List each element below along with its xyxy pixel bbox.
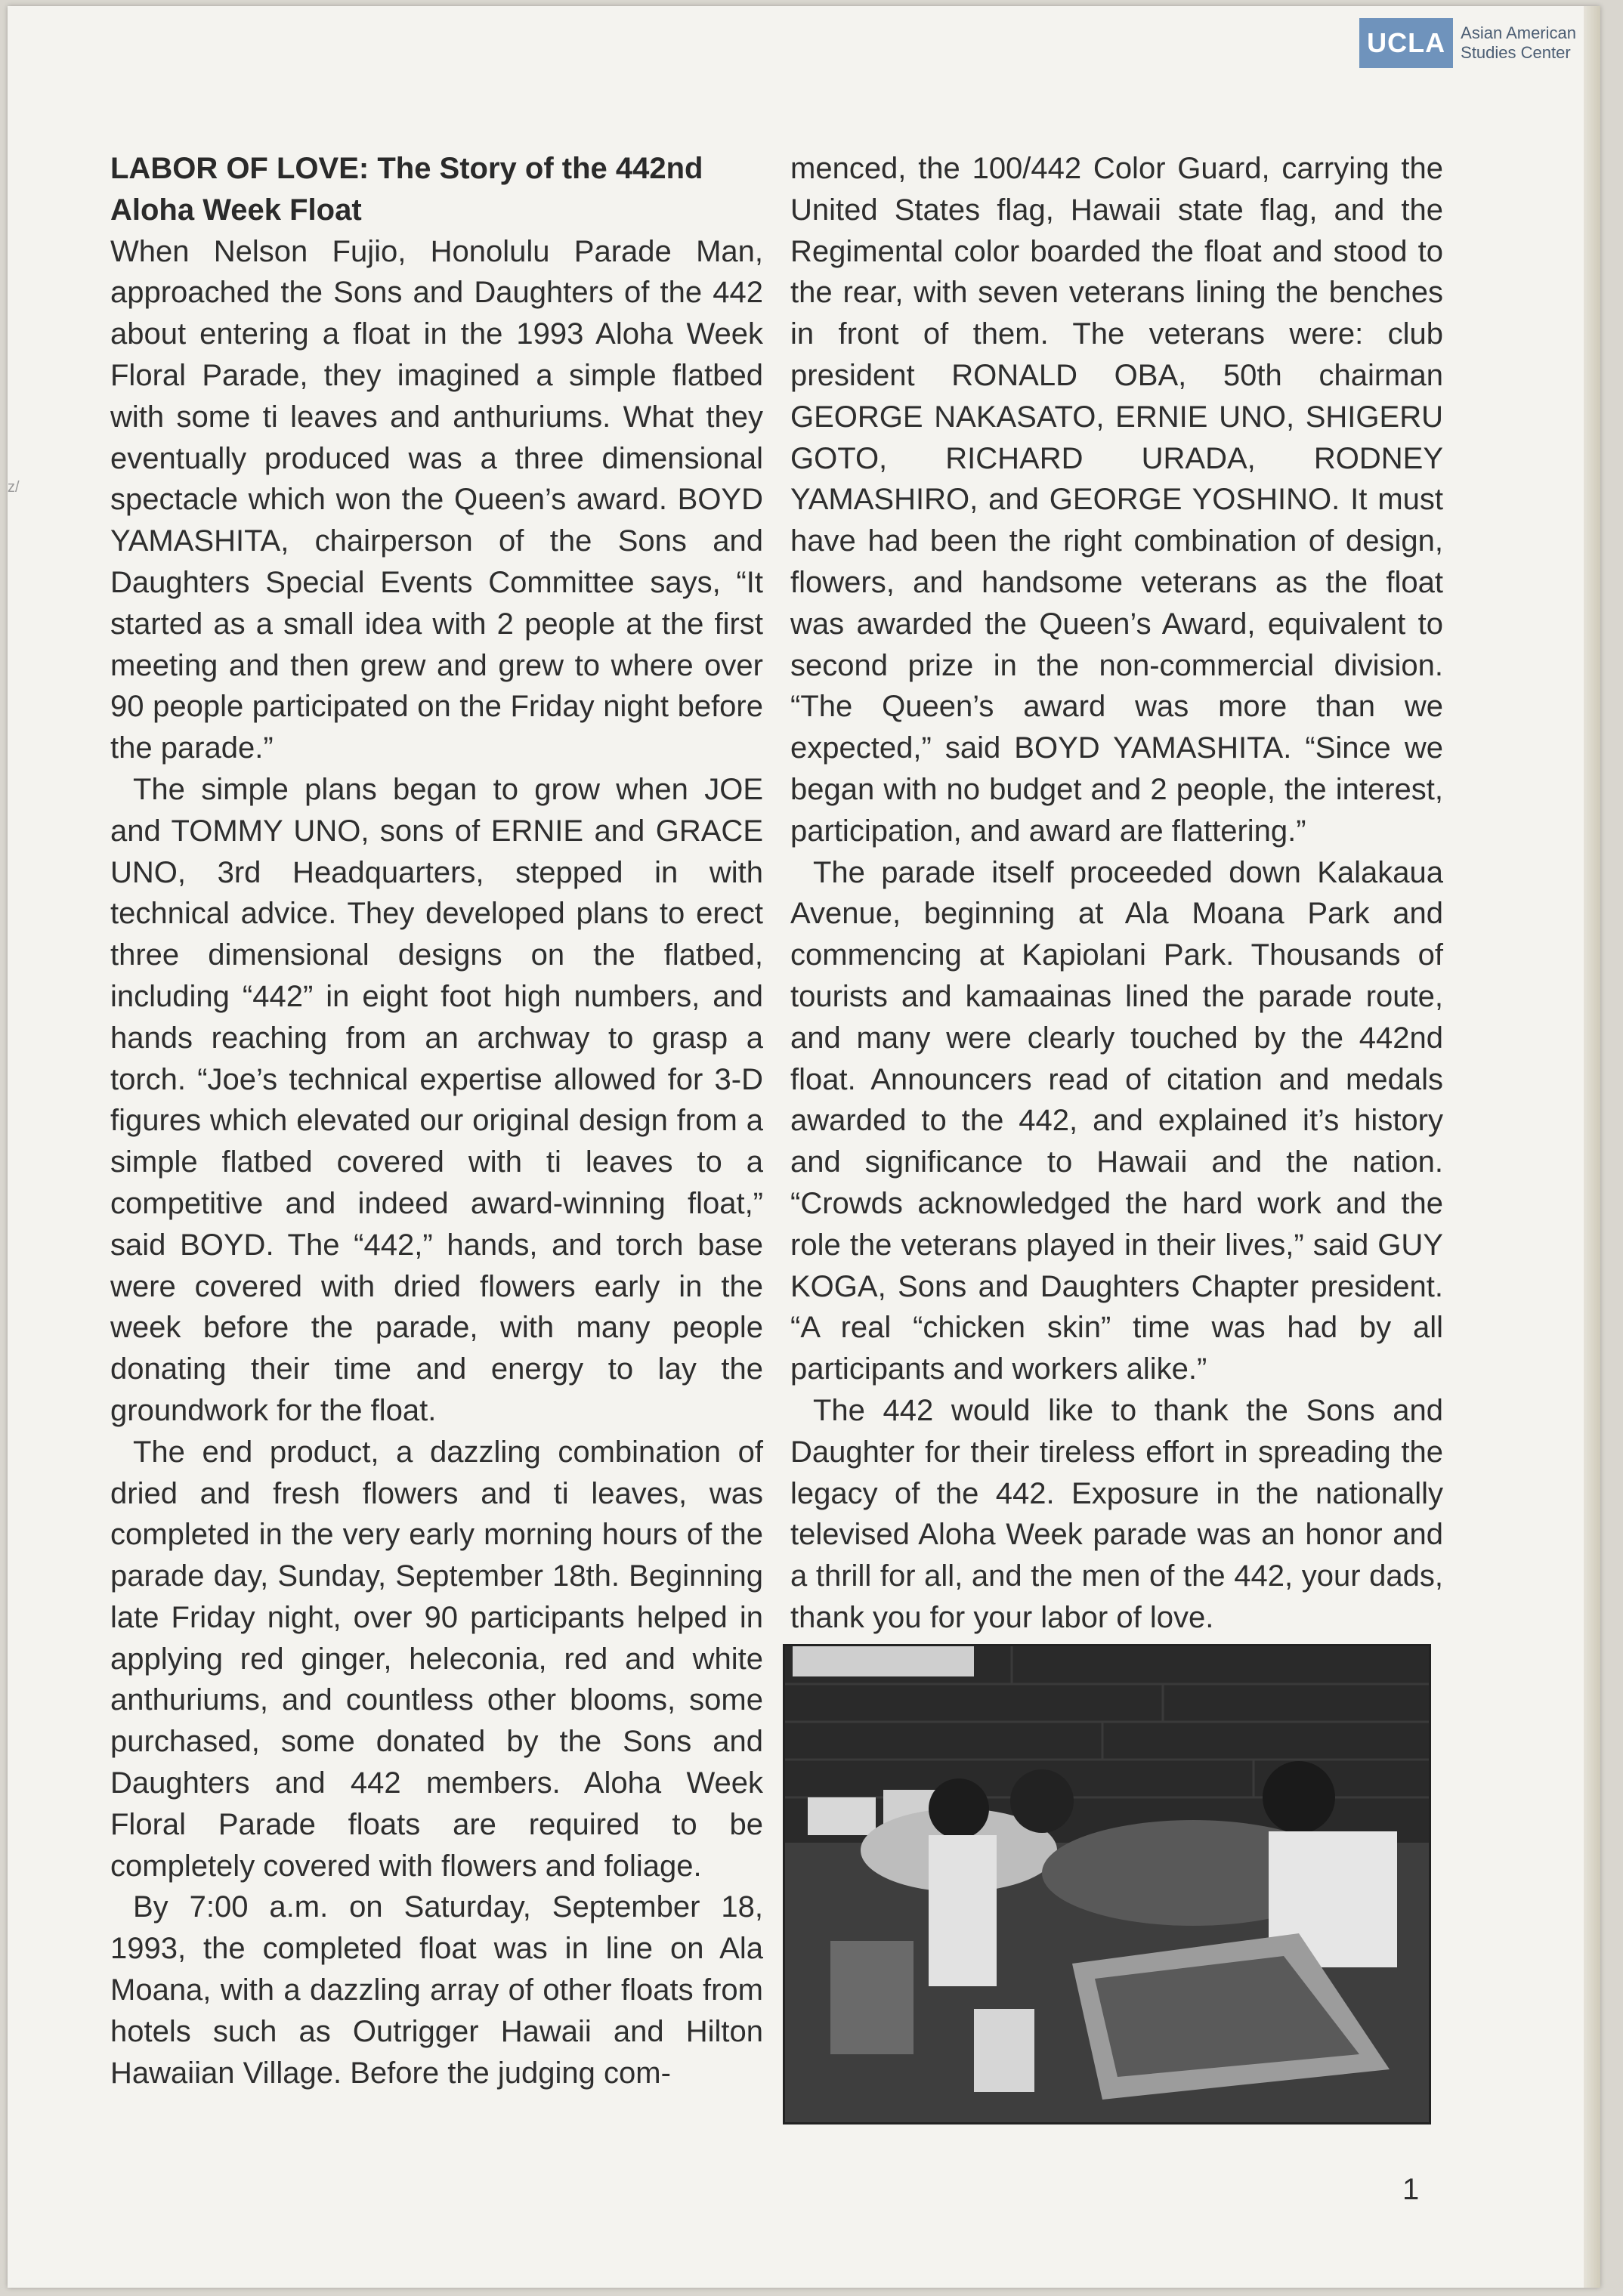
page-number: 1 [1402, 2173, 1420, 2206]
article-title-line2: Aloha Week Float [110, 193, 362, 227]
photo-illustration [785, 1646, 1429, 2122]
archive-badge [1359, 18, 1576, 68]
paragraph: The 442 would like to thank the Sons and Daughter for their tireless effort in spreading the legacy of the 442. Exposure in the nationally televised Aloha Week parade was an honor and a thrill for all, and the men of the 442, your dads, thank you for your labor of love. [790, 1393, 1443, 1634]
left-column [110, 148, 763, 2094]
archive-name-line1: Asian American [1461, 23, 1576, 42]
paragraph: By 7:00 a.m. on Saturday, September 18, 1993, the completed float was in line on Ala Moana, with a dazzling array of other floats from hotels such as Outrigger Hawaii and Hilton Hawaiian Village. Before the judging com- [110, 1890, 763, 2090]
margin-mark: z/ [8, 479, 20, 496]
paragraph: The parade itself proceeded down Kalakaua Avenue, beginning at Ala Moana Park and commencing at Kapiolani Park. Thousands of tourists and kamaainas lined the parade route, and many were clearly touched by the 442nd float. Announcers read of citation and medals awarded to the 442, and explained it’s history and significance to Hawaii and the nation. “Crowds acknowledged the hard work and the role the veterans played in their lives,” said GUY KOGA, Sons and Daughters Chapter president. “A real “chicken skin” time was had by all participants and workers alike.” [790, 855, 1443, 1386]
paragraph: The simple plans began to grow when JOE and TOMMY UNO, sons of ERNIE and GRACE UNO, 3rd Headquarters, stepped in with technical advice. They developed plans to erect three dimensional designs on the flatbed, including “442” in eight foot high numbers, and hands reaching from an archway to grasp a torch. “Joe’s technical expertise allowed for 3-D figures which elevated our original design from a simple flatbed covered with ti leaves to a competitive and indeed award-winning float,” said BOYD. The “442,” hands, and torch base were covered with dried flowers early in the week before the parade, with many people donating their time and energy to lay the groundwork for the float. [110, 772, 763, 1427]
article-title-line1: LABOR OF LOVE: The Story of the 442nd [110, 152, 703, 185]
page-spine [1584, 6, 1600, 2288]
float-volunteers-photo [783, 1644, 1431, 2124]
paragraph: When Nelson Fujio, Honolulu Parade Man, approached the Sons and Daughters of the 442 about entering a float in the 1993 Aloha Week Floral Parade, they imagined a simple flatbed with some ti leaves and anthuriums. What they eventually produced was a three dimensional spectacle which won the Queen’s award. BOYD YAMASHITA, chairperson of the Sons and Daughters Special Events Committee says, “It started as a small idea with 2 people at the first meeting and then grew and grew to where over 90 people participated on the Friday night before the parade.” [110, 234, 763, 765]
right-column [790, 148, 1443, 1639]
article-title [110, 148, 763, 231]
paragraph: menced, the 100/442 Color Guard, carrying the United States flag, Hawaii state flag, and the Regimental color boarded the float and stood to the rear, with seven veterans lining the benches in front of them. The veterans were: club president RONALD OBA, 50th chairman GEORGE NAKASATO, ERNIE UNO, SHIGERU GOTO, RICHARD URADA, RODNEY YAMASHIRO, and GEORGE YOSHINO. It must have had been the right combination of design, flowers, and handsome veterans as the float was awarded the Queen’s Award, equivalent to second prize in the non-commercial division. “The Queen’s award was more than we expected,” said BOYD YAMASHITA. “Since we began with no budget and 2 people, the interest, participation, and award are flattering.” [790, 152, 1443, 848]
archive-name [1461, 23, 1576, 63]
paragraph: The end product, a dazzling combination of dried and fresh flowers and ti leaves, was completed in the very early morning hours of the parade day, Sunday, September 18th. Beginning late Friday night, over 90 participants helped in applying red ginger, heleconia, red and white anthuriums, and countless other blooms, some purchased, some donated by the Sons and Daughters and 442 members. Aloha Week Floral Parade floats are required to be completely covered with flowers and foliage. [110, 1435, 763, 1883]
document-page [8, 6, 1600, 2288]
archive-name-line2: Studies Center [1461, 43, 1571, 62]
ucla-logo: UCLA [1359, 18, 1453, 68]
